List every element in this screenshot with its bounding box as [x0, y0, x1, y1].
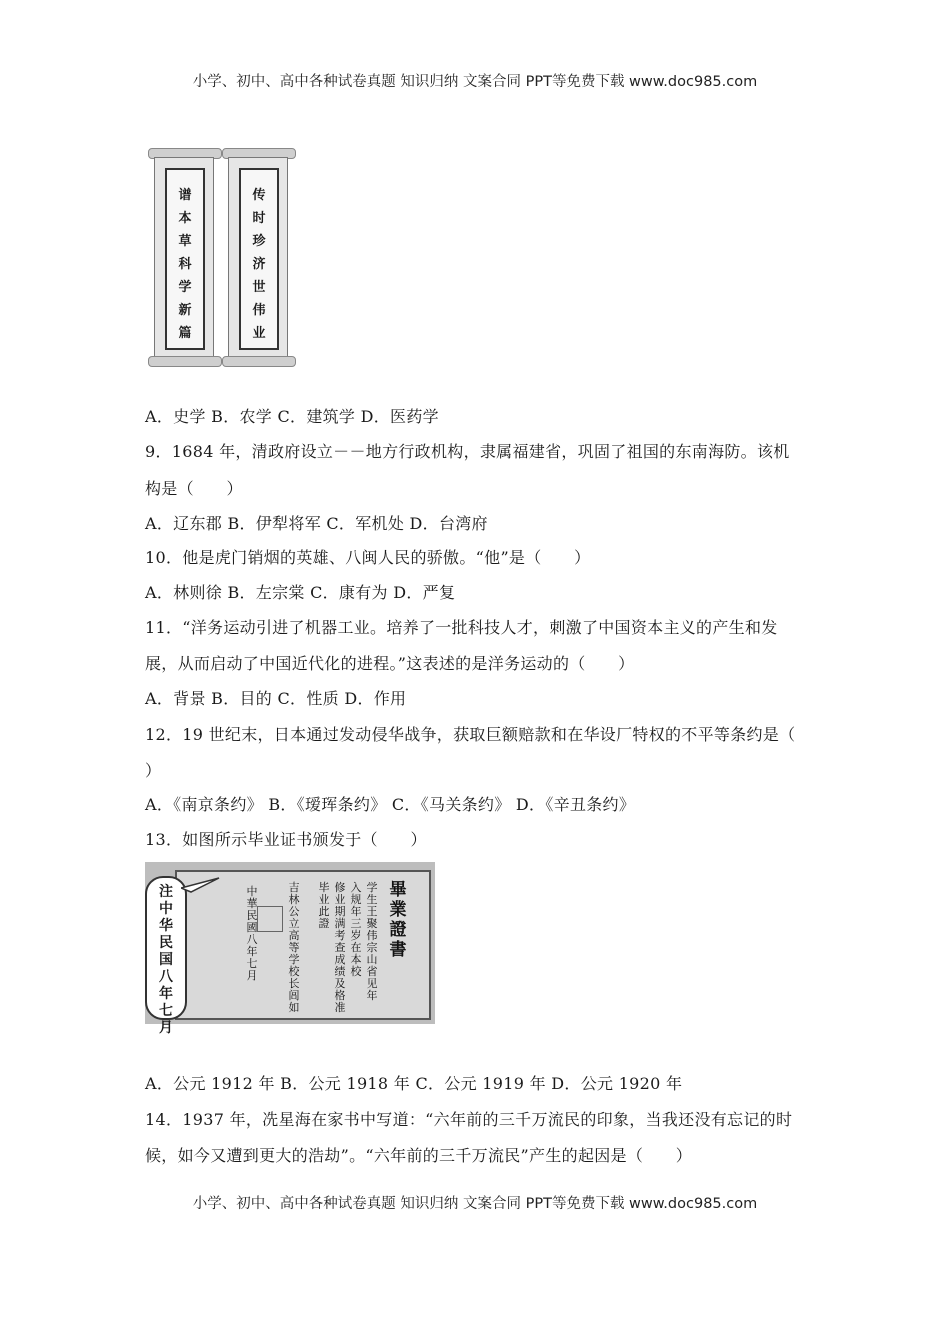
q12-options: A．《南京条约》 B．《瑷珲条约》 C．《马关条约》 D．《辛丑条约》 [145, 795, 636, 814]
note-pointer-icon [181, 876, 221, 896]
q11-stem-line2: 展，从而启动了中国近代化的进程。”这表述的是洋务运动的（ ） [145, 654, 635, 673]
q13-stem: 13．如图所示毕业证书颁发于（ ） [145, 830, 427, 849]
scroll-left-text: 传 时 珍 济 世 伟 业 [252, 188, 266, 341]
q12-stem-line2: ） [145, 761, 162, 780]
scroll-left-couplet [222, 148, 294, 366]
q11-stem-line1: 11．“洋务运动引进了机器工业。培养了一批科技人才，刺激了中国资本主义的产生和发 [145, 618, 778, 637]
graduation-certificate-figure [145, 862, 435, 1036]
q14-stem-line1: 14．1937 年，冼星海在家书中写道：“六年前的三千万流民的印象，当我还没有忘记的时 [145, 1110, 793, 1129]
scroll-right-couplet [148, 148, 220, 366]
certificate-text-col2: 入 规 年 三 岁 在 本 校 [350, 881, 362, 978]
scroll-paper [154, 157, 214, 359]
scroll-paper [228, 157, 288, 359]
q13-options: A．公元 1912 年 B．公元 1918 年 C．公元 1919 年 D．公元 1920 年 [145, 1074, 683, 1093]
certificate-note-bubble: 注 中 华 民 国 八 年 七 月 [145, 876, 187, 1020]
certificate-text-col5: 吉 林 公 立 高 等 学 校 长 闾 如 [288, 881, 300, 1014]
page-header: 小学、初中、高中各种试卷真题 知识归纳 文案合同 PPT等免费下载 www.doc985.com [192, 74, 758, 90]
scroll-rod-bottom [222, 356, 296, 367]
q10-options: A．林则徐 B．左宗棠 C．康有为 D．严复 [145, 583, 456, 602]
page-footer: 小学、初中、高中各种试卷真题 知识归纳 文案合同 PPT等免费下载 www.doc985.com [192, 1196, 758, 1212]
scroll-rod-bottom [148, 356, 222, 367]
q8-options: A．史学 B．农学 C．建筑学 D．医药学 [145, 407, 439, 426]
q10-stem: 10．他是虎门销烟的英雄、八闽人民的骄傲。“他”是（ ） [145, 548, 591, 567]
certificate-date-col: 中 華 民 國 八 年 七 月 [246, 885, 258, 982]
certificate-text-col1: 学 生 王 聚 伟 宗 山 省 见 年 [366, 881, 378, 1002]
certificate-title: 畢 業 證 書 [389, 880, 407, 960]
certificate-text-col3: 修 业 期 满 考 查 成 绩 及 格 准 [334, 881, 346, 1014]
q11-options: A．背景 B．目的 C．性质 D．作用 [145, 689, 407, 708]
q14-stem-line2: 候，如今又遭到更大的浩劫”。“六年前的三千万流民”产生的起因是（ ） [145, 1146, 693, 1165]
q9-options: A．辽东郡 B．伊犁将军 C．军机处 D．台湾府 [145, 514, 488, 533]
seal-stamp-icon [257, 906, 283, 932]
q9-stem-line1: 9．1684 年，清政府设立－－地方行政机构，隶属福建省，巩固了祖国的东南海防。该机 [145, 442, 790, 461]
q12-stem-line1: 12．19 世纪末，日本通过发动侵华战争，获取巨额赔款和在华设厂特权的不平等条约是（ [145, 725, 796, 744]
certificate-text-col4: 毕 业 此 證 [318, 881, 330, 930]
q9-stem-line2: 构是（ ） [145, 479, 243, 498]
scroll-right-text: 谱 本 草 科 学 新 篇 [178, 188, 192, 341]
